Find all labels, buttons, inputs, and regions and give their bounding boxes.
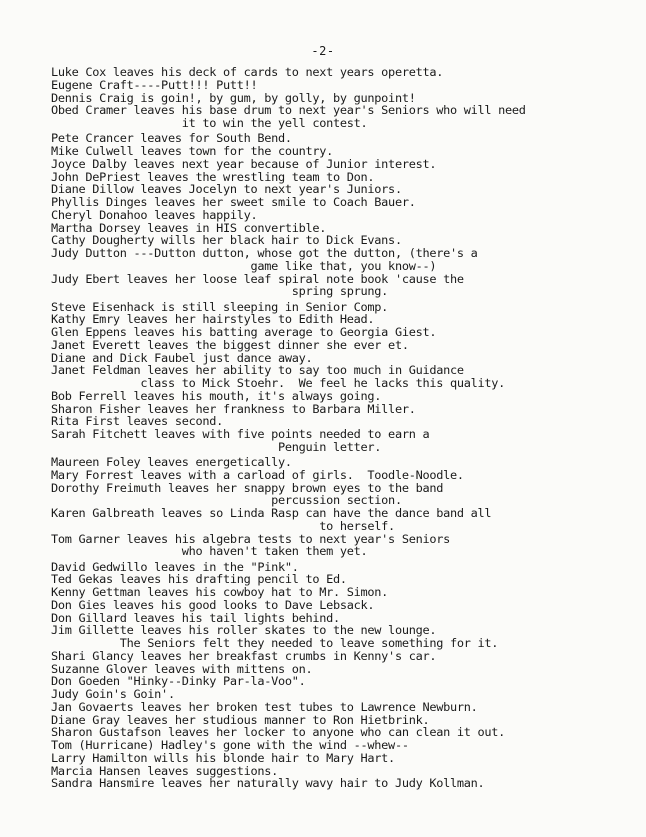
text-line: Cathy Dougherty wills her black hair to Dick Evans. (51, 233, 402, 248)
text-line: Shari Glancy leaves her breakfast crumbs in Kenny's car. (51, 648, 437, 663)
text-line: Judy Ebert leaves her loose leaf spiral note book 'cause the (51, 271, 464, 286)
text-line: Tom Garner leaves his algebra tests to next year's Seniors (51, 531, 450, 546)
text-line: game like that, you know--) (51, 258, 437, 273)
text-line: Marcia Hansen leaves suggestions. (51, 763, 278, 778)
text-line: who haven't taken them yet. (51, 544, 368, 559)
text-line: Luke Cox leaves his deck of cards to next years operetta. (51, 65, 444, 79)
text-line: Joyce Dalby leaves next year because of Junior interest. (51, 156, 437, 171)
text-line: Bob Ferrell leaves his mouth, it's always going. (51, 388, 382, 403)
text-line: Suzanne Glover leaves with mittens on. (51, 661, 313, 676)
text-line: Kathy Emry leaves her hairstyles to Edith Head. (51, 312, 375, 327)
text-line: Ted Gekas leaves his drafting pencil to Ed. (51, 572, 347, 587)
text-line: Glen Eppens leaves his batting average to Georgia Giest. (51, 325, 437, 339)
text-line: David Gedwillo leaves in the "Pink". (51, 559, 299, 574)
text-line: Judy Goin's Goin'. (51, 687, 175, 701)
text-line: Diane Gray leaves her studious manner to Ron Hietbrink. (51, 712, 430, 727)
text-line: Steve Eisenhack is still sleeping in Senior Comp. (51, 299, 389, 314)
text-line: Maureen Foley leaves energetically. (51, 455, 292, 469)
text-line: Mary Forrest leaves with a carload of girls. Toodle-Noodle. (51, 467, 464, 482)
text-line: Don Goeden "Hinky--Dinky Par-la-Voo". (51, 674, 306, 689)
text-line: Tom (Hurricane) Hadley's gone with the wind --whew-- (51, 738, 409, 752)
text-line: Eugene Craft----Putt!!! Putt!! (51, 77, 258, 92)
page-number: -2- (311, 44, 335, 58)
text-line: Sarah Fitchett leaves with five points needed to earn a (51, 427, 430, 441)
text-line: Kenny Gettman leaves his cowboy hat to Mr. Simon. (51, 585, 389, 599)
text-line: Don Gies leaves his good looks to Dave Lebsack. (51, 597, 375, 612)
text-line: John DePriest leaves the wrestling team to Don. (51, 169, 375, 184)
text-line: Rita First leaves second. (51, 414, 223, 429)
text-line: Cheryl Donahoo leaves happily. (51, 207, 258, 222)
text-line: Diane and Dick Faubel just dance away. (51, 350, 313, 365)
text-line: spring sprung. (51, 284, 389, 299)
text-line: Sandra Hansmire leaves her naturally wavy hair to Judy Kollman. (51, 776, 485, 791)
text-line: Don Gillard leaves his tail lights behind. (51, 610, 340, 625)
text-line: Larry Hamilton wills his blonde hair to Mary Hart. (51, 750, 395, 765)
will-entries-list (51, 66, 631, 790)
text-line: Jan Govaerts leaves her broken test tubes to Lawrence Newburn. (51, 699, 478, 714)
text-line: Sharon Fisher leaves her frankness to Barbara Miller. (51, 401, 416, 416)
text-line: Sharon Gustafson leaves her locker to anyone who can clean it out. (51, 725, 505, 740)
text-line: Mike Culwell leaves town for the country. (51, 144, 334, 158)
text-line: Jim Gillette leaves his roller skates to the new lounge. (51, 623, 437, 638)
text-line: Phyllis Dinges leaves her sweet smile to Coach Bauer. (51, 195, 416, 209)
text-line: The Seniors felt they needed to leave something for it. (51, 636, 499, 650)
text-line: percussion section. (51, 493, 402, 508)
text-line: Obed Cramer leaves his base drum to next year's Seniors who will need (51, 103, 526, 118)
text-line: it to win the yell contest. (51, 116, 368, 130)
text-line: Pete Crancer leaves for South Bend. (51, 131, 292, 146)
text-line: Martha Dorsey leaves in HIS convertible. (51, 220, 327, 235)
text-line: Penguin letter. (51, 439, 382, 454)
text-line: Dennis Craig is goin!, by gum, by golly, by gunpoint! (51, 90, 416, 105)
text-line: Dorothy Freimuth leaves her snappy brown eyes to the band (51, 480, 444, 495)
text-line: Janet Feldman leaves her ability to say too much in Guidance (51, 363, 464, 378)
text-line: Diane Dillow leaves Jocelyn to next year's Juniors. (51, 182, 402, 197)
text-line: Karen Galbreath leaves so Linda Rasp can have the dance band all (51, 506, 492, 520)
text-line: Judy Dutton ---Dutton dutton, whose got the dutton, (there's a (51, 246, 478, 260)
text-line: Janet Everett leaves the biggest dinner she ever et. (51, 337, 409, 352)
text-line: to herself. (51, 518, 395, 533)
text-line: class to Mick Stoehr. We feel he lacks this quality. (51, 376, 505, 390)
